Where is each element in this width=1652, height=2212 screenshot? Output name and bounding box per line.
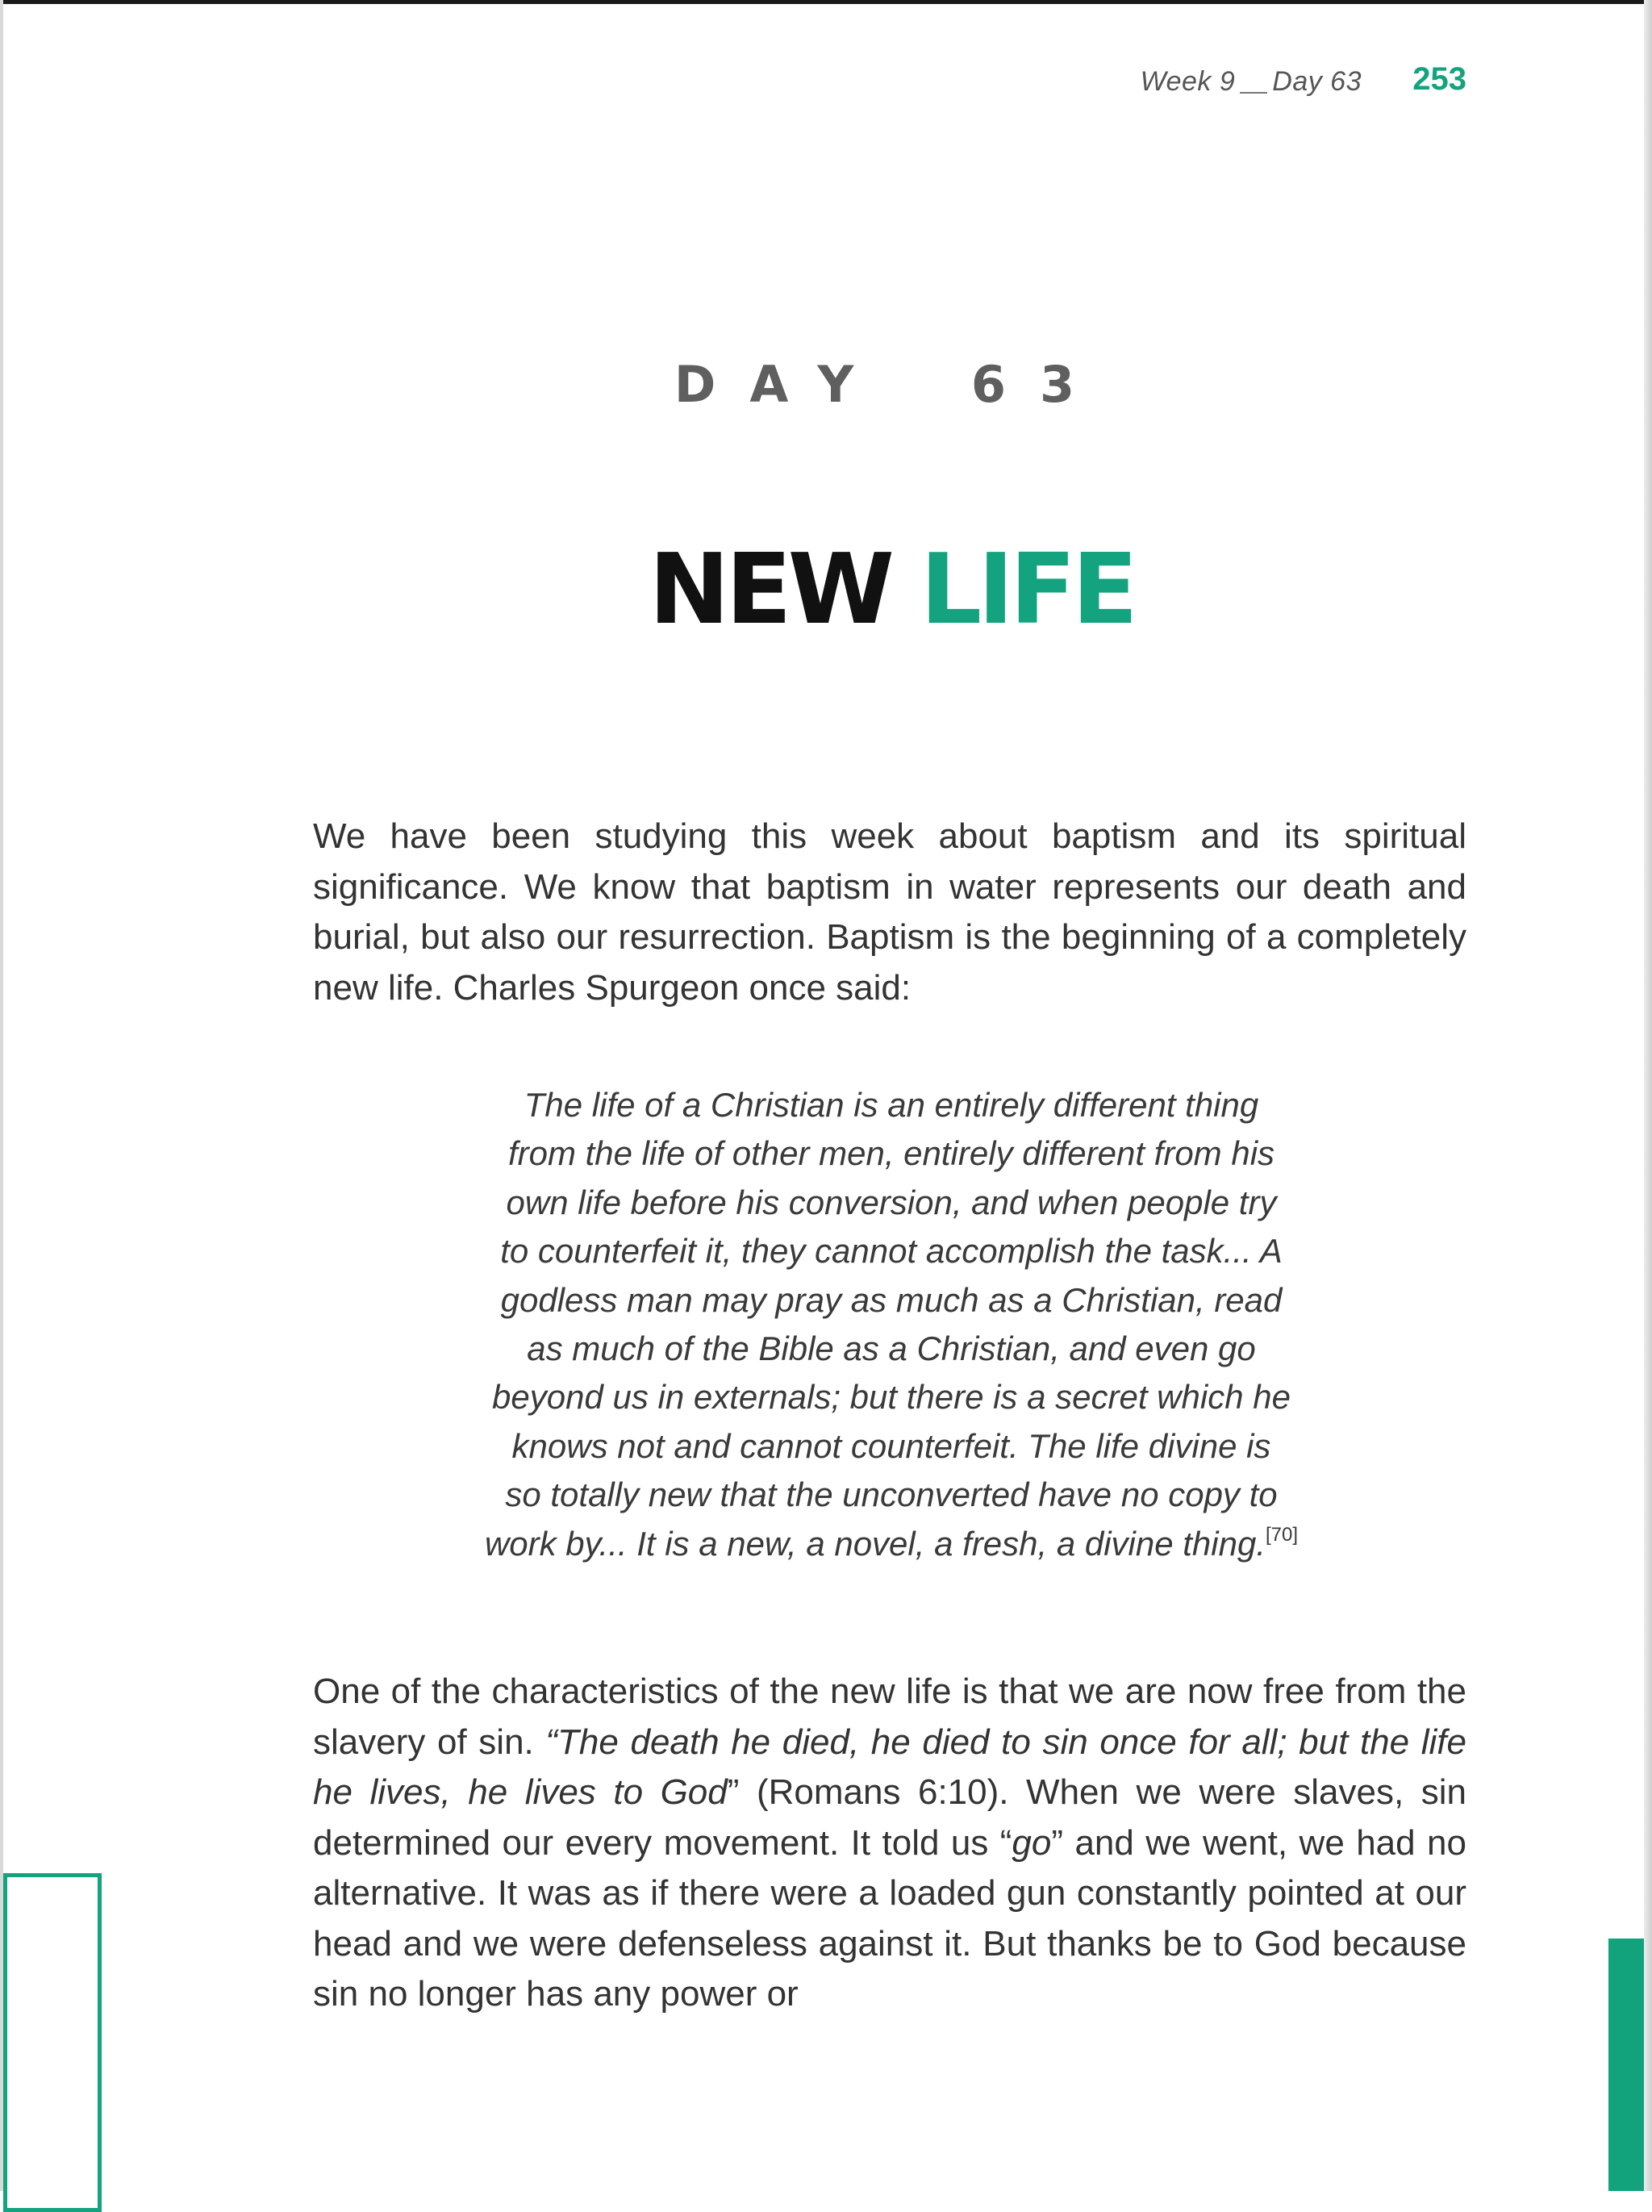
day-label: DAY 63 <box>674 355 1109 414</box>
quote-line: The life of a Christian is an entirely different thing <box>524 1086 1259 1124</box>
body-paragraph-new-life <box>313 1667 1466 2020</box>
quote-line: so totally new that the unconverted have no copy to <box>505 1475 1278 1514</box>
footnote-reference[interactable]: [70] <box>1266 1523 1299 1546</box>
header-day: Day 63 <box>1272 66 1362 97</box>
chapter-title <box>0 534 1652 646</box>
quote-line: beyond us in externals; but there is a secret which he <box>492 1378 1291 1417</box>
title-word-new: NEW <box>649 534 891 646</box>
spurgeon-quote <box>436 1081 1347 1568</box>
decorative-frame-left <box>3 1873 102 2212</box>
quote-line: godless man may pray as much as a Christian, read <box>500 1280 1283 1319</box>
quote-line: own life before his conversion, and when people try <box>506 1183 1277 1221</box>
header-week: Week 9 <box>1140 66 1236 97</box>
page-left-edge <box>0 0 3 2191</box>
p2-text-a: One of the characteristics of the new life is that we are now free from the slavery of sin. <box>313 1672 1466 1762</box>
p2-text-b: ” (Romans 6:10). When we were slaves, sin determined our every movement. It told us “ <box>313 1772 1466 1863</box>
quote-line: knows not and cannot counterfeit. The life divine is <box>511 1426 1271 1465</box>
scripture-quote: “The death he died, he died to sin once for all; but the life he lives, he lives to God <box>313 1722 1466 1812</box>
p2-text-c: ” and we went, we had no alternative. It was as if there were a loaded gun constantly pointed at our head and we were defenseless against it. But thanks be to God because sin no longer has any power or <box>313 1822 1466 2014</box>
quote-line: as much of the Bible as a Christian, and even go <box>527 1329 1256 1368</box>
decorative-bar-right <box>1608 1939 1644 2191</box>
header-separator <box>1240 92 1267 94</box>
page-right-edge <box>1644 0 1652 2191</box>
quote-line: work by... It is a new, a novel, a fresh, a divine thing. <box>484 1524 1266 1563</box>
page-number: 253 <box>1412 61 1466 97</box>
go-emphasis: go <box>1012 1822 1052 1863</box>
quote-line: from the life of other men, entirely different from his <box>507 1134 1275 1173</box>
top-edge-rule <box>0 0 1652 4</box>
intro-paragraph: We have been studying this week about baptism and its spiritual significance. We know that baptism in water represents our death and burial, but also our resurrection. Baptism is the beginning of a completely new life. Charles Spurgeon once said: <box>313 816 1466 1008</box>
title-word-life: LIFE <box>920 534 1134 646</box>
quote-line: to counterfeit it, they cannot accomplish the task... A <box>500 1232 1283 1271</box>
running-header <box>1141 66 1362 98</box>
